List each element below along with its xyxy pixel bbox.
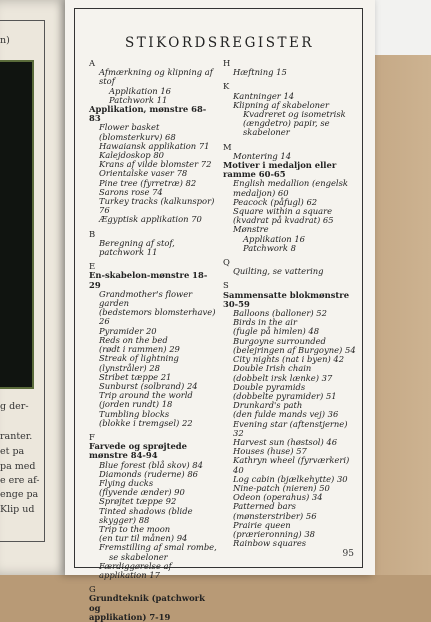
page-title: STIKORDSREGISTER — [124, 35, 315, 51]
index-sub-entry: Diamonds (ruderne) 86 — [99, 468, 199, 479]
left-page-text: ranter. — [0, 431, 33, 442]
index-sub-entry: Odeon (operahus) 34 — [233, 492, 323, 503]
left-page-text: g der- — [0, 401, 29, 412]
index-letter-heading: K — [223, 81, 230, 92]
index-sub-entry: (fugle på himlen) 48 — [233, 326, 320, 337]
index-sub-entry: Harvest sun (høstsol) 46 — [233, 436, 338, 447]
index-letter-heading: G — [89, 584, 96, 595]
index-column-left — [89, 59, 217, 622]
index-sub-entry: Pine tree (fyrretræ) 82 — [99, 177, 197, 188]
index-sub-entry: (dobbelte pyramider) 51 — [233, 390, 337, 401]
index-sub-entry: Fremstilling af smal rombe, — [99, 542, 217, 553]
index-letter-heading: B — [89, 228, 96, 239]
index-main-entry: Applikation, mønstre 68-83 — [89, 104, 207, 124]
index-main-entry: En-skabelon-mønstre 18-29 — [89, 270, 208, 290]
index-letter-heading: A — [89, 58, 96, 68]
index-sub-entry: Birds in the air — [233, 317, 297, 328]
index-sub-entry: Hawaiansk applikation 71 — [99, 140, 210, 151]
index-sub-entry: Square within a square — [233, 206, 333, 217]
index-sub-entry: Double pyramids — [233, 381, 306, 392]
index-letter-heading: E — [89, 261, 96, 272]
index-sub-entry: medaljon) 60 — [233, 187, 289, 198]
index-sub-entry: (bedstemors blomsterhave) 26 — [99, 307, 216, 327]
index-sub-entry: (lynstråler) 28 — [99, 362, 160, 373]
left-page-text: Klip ud — [0, 504, 35, 515]
index-sub-entry: Balloons (balloner) 52 — [233, 308, 327, 319]
index-sub-entry: (ængdetro) papir, se skabeloner — [243, 118, 330, 138]
index-sub-entry: Mønstre — [233, 224, 269, 235]
index-sub-entry: Patchwork 11 — [109, 94, 168, 105]
index-sub-entry: (blokke i tremgsel) 22 — [99, 417, 193, 428]
index-sub-entry: Drunkard's path — [233, 400, 303, 411]
index-sub-entry: Sprøjtet tæppe 92 — [99, 496, 177, 507]
index-sub-entry: Streak of lightning — [99, 353, 179, 364]
index-main-entry: Motiver i medaljon eller — [223, 160, 337, 171]
index-sub-entry: Tumbling blocks — [99, 408, 170, 419]
index-sub-entry: Peacock (påfugl) 62 — [233, 196, 318, 207]
index-sub-entry: Houses (huse) 57 — [233, 446, 307, 457]
index-sub-entry: (dobbelt irsk lænke) 37 — [233, 372, 333, 383]
index-sub-entry: Turkey tracks (kalkunspor) 76 — [99, 196, 215, 216]
index-sub-entry: Trip to the moon — [99, 523, 171, 534]
index-main-entry: Sammensatte blokmønstre — [223, 289, 350, 300]
index-main-entry: ramme 60-65 — [223, 169, 286, 180]
index-sub-entry: (belejringen af Burgoyne) 54 — [233, 344, 356, 355]
index-sub-entry: Kathryn wheel (fyrværkeri) 40 — [233, 455, 350, 475]
index-sub-entry: Hæftning 15 — [233, 67, 287, 78]
index-sub-entry: Rainbow squares — [233, 538, 307, 549]
index-main-entry: Farvede og sprøjtede — [89, 441, 187, 452]
index-sub-entry: (mønsterstriber) 56 — [233, 510, 317, 521]
left-page-text-top: n) — [0, 35, 10, 46]
left-page-text: enge pa — [0, 489, 39, 500]
index-sub-entry: Sunburst (solbrand) 24 — [99, 380, 198, 391]
index-sub-entry: Afmærkning og klipning af stof — [99, 67, 213, 87]
index-sub-entry: Burgoyne surrounded — [233, 335, 326, 346]
index-sub-entry: (prærieronning) 38 — [233, 528, 315, 539]
index-sub-entry: Reds on the bed — [99, 334, 168, 345]
index-sub-entry: (en tur til månen) 94 — [99, 533, 188, 544]
index-main-entry: mønstre 84-94 — [89, 450, 158, 461]
index-sub-entry: Sarons rose 74 — [99, 186, 163, 197]
index-column-right — [223, 59, 358, 548]
index-letter-heading: S — [223, 280, 229, 291]
index-sub-entry: English medallion (engelsk — [233, 178, 348, 189]
index-sub-entry: Blue forest (blå skov) 84 — [99, 459, 203, 470]
index-main-entry: Grundteknik (patchwork og — [89, 593, 205, 613]
index-sub-entry: Beregning af stof, patchwork 11 — [99, 237, 175, 258]
index-sub-entry: Flower basket (blomsterkurv) 68 — [99, 122, 176, 142]
index-sub-entry: (kvadrat på kvadrat) 65 — [233, 215, 334, 226]
index-sub-entry: Ægyptisk applikation 70 — [99, 214, 202, 225]
index-sub-entry: Applikation 16 — [109, 85, 171, 96]
index-sub-entry: Patchwork 8 — [243, 242, 296, 253]
index-main-entry: applikation) 7-19 — [89, 611, 171, 622]
index-letter-heading: H — [223, 58, 231, 68]
index-sub-entry: Orientalske vaser 78 — [99, 168, 188, 179]
index-sub-entry: Grandmother's flower garden — [99, 288, 193, 309]
index-letter-heading: F — [89, 431, 95, 442]
index-sub-entry: Evening star (aftenstjerne) 32 — [233, 418, 348, 438]
index-sub-entry: Krans af vilde blomster 72 — [99, 159, 212, 170]
index-sub-entry: (jorden rundt) 18 — [99, 399, 173, 410]
index-sub-entry: Applikation 16 — [243, 233, 305, 244]
index-sub-entry: Kvadreret og isometrisk — [243, 109, 346, 120]
index-sub-entry: Stribet tæppe 21 — [99, 371, 172, 382]
left-page-photo — [0, 60, 34, 389]
index-sub-entry: Nine-patch (nieren) 50 — [233, 482, 330, 493]
index-letter-heading: Q — [223, 257, 230, 268]
index-sub-entry: Kantninger 14 — [233, 90, 295, 101]
left-page-text: et pa — [0, 446, 25, 457]
index-sub-entry: Prairie queen — [233, 519, 291, 530]
index-frame — [74, 8, 363, 622]
index-sub-entry: Trip around the world — [99, 390, 193, 401]
index-sub-entry: Montering 14 — [233, 150, 292, 161]
index-letter-heading: M — [223, 141, 232, 152]
index-main-entry: 30-59 — [223, 298, 250, 309]
index-sub-entry: Kalejdoskop 80 — [99, 150, 164, 161]
index-sub-entry: City nights (nat i byen) 42 — [233, 354, 345, 365]
index-sub-entry: Færdiggørelse af applikation 17 — [99, 560, 172, 580]
index-sub-entry: Klipning af skabeloner — [233, 99, 329, 110]
index-sub-entry: (rødt i rammen) 29 — [99, 344, 180, 355]
left-page-text: e ere af- — [0, 475, 40, 486]
index-sub-entry: se skabeloner — [109, 551, 168, 562]
index-sub-entry: Pyramider 20 — [99, 325, 157, 336]
page-number: 95 — [342, 549, 354, 559]
index-sub-entry: (flyvende ænder) 90 — [99, 487, 185, 498]
index-sub-entry: Log cabin (bjælkehytte) 30 — [233, 473, 348, 484]
index-sub-entry: Tinted shadows (blide skygger) 88 — [99, 505, 193, 525]
index-sub-entry: Patterned bars — [233, 501, 296, 512]
left-page — [0, 0, 75, 575]
index-sub-entry: Double Irish chain — [233, 363, 312, 374]
index-sub-entry: Flying ducks — [99, 477, 154, 488]
index-sub-entry: Quilting, se vattering — [233, 266, 324, 277]
left-page-text: pa med — [0, 461, 36, 472]
index-sub-entry: (den fulde mands vej) 36 — [233, 409, 339, 420]
